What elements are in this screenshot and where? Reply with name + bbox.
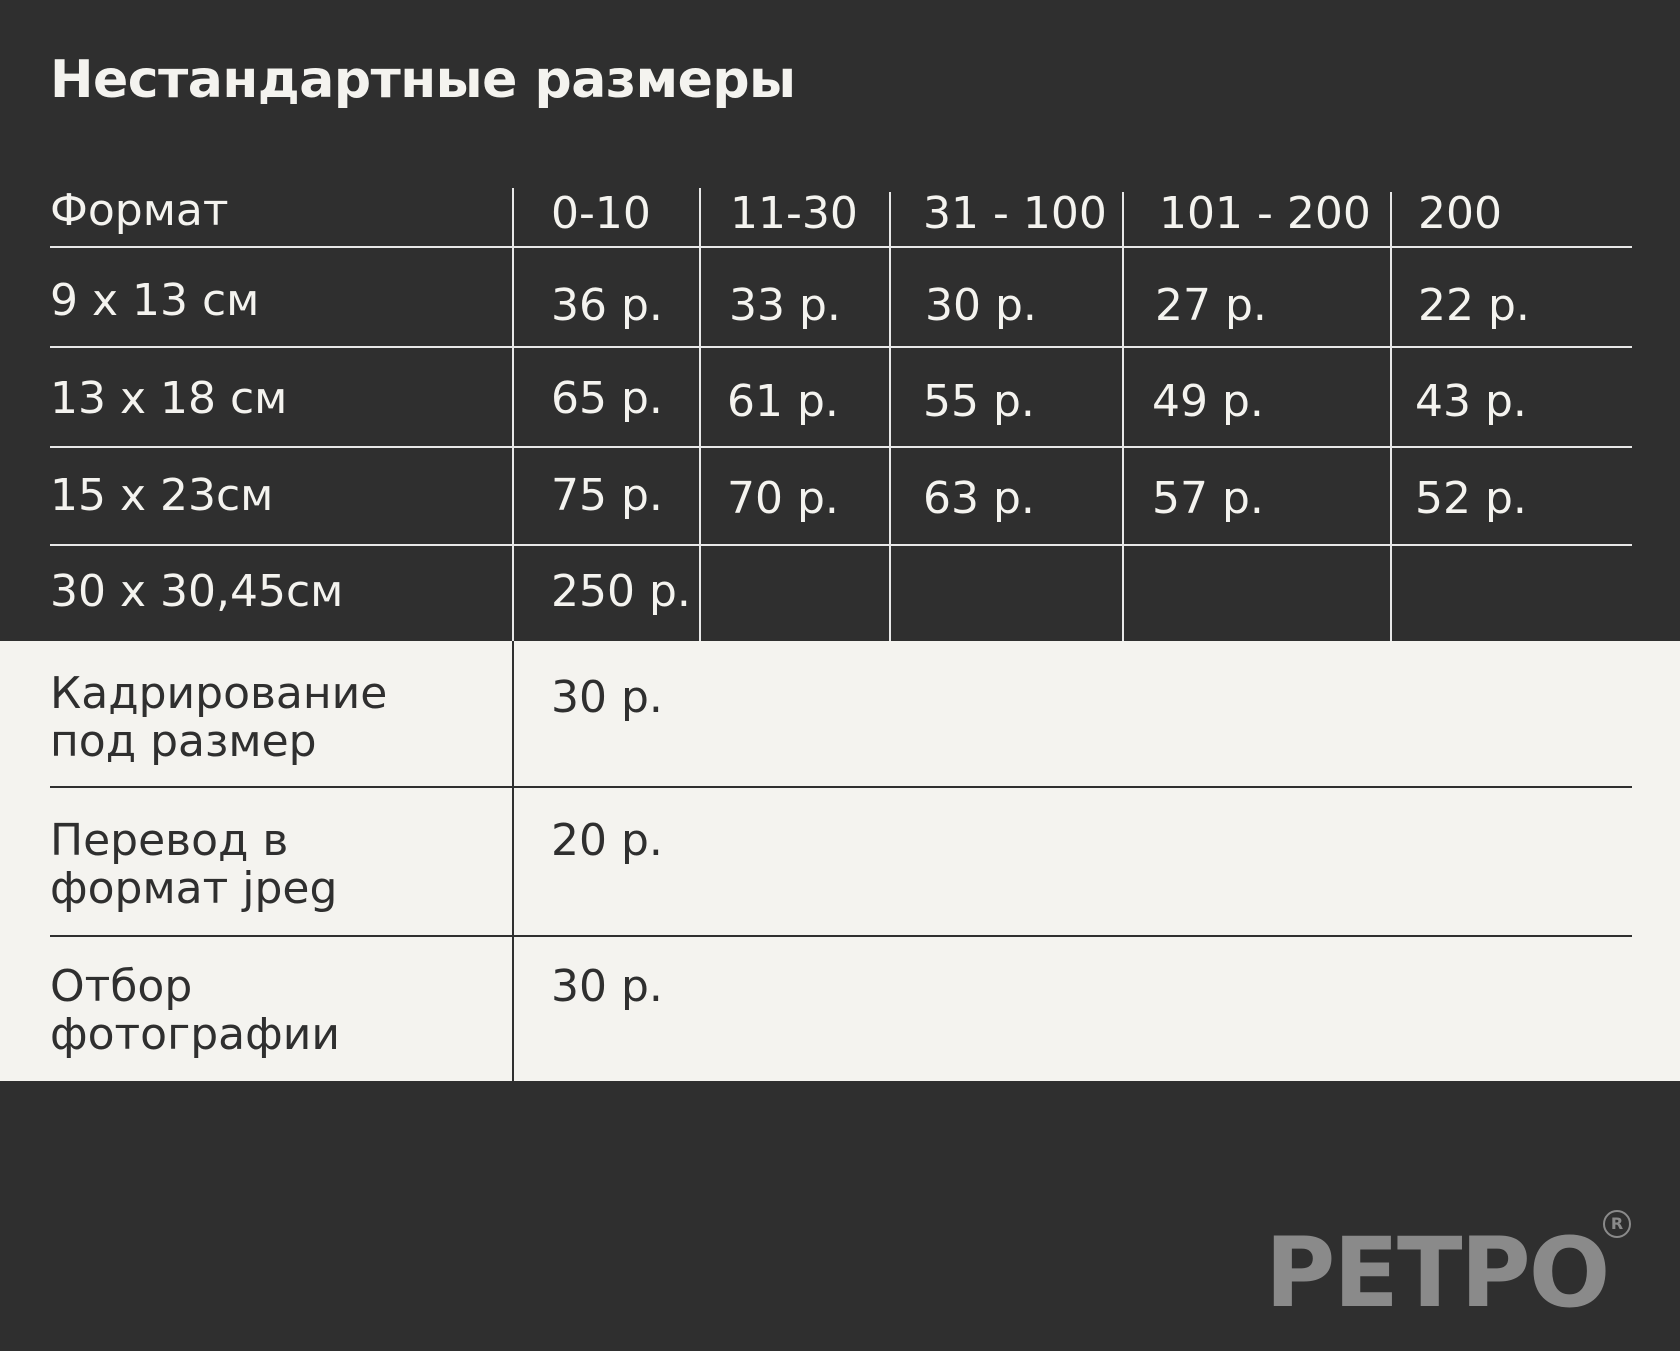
column-divider	[512, 188, 514, 641]
services-column-divider	[512, 641, 514, 1081]
service-price: 30 р.	[551, 672, 663, 723]
service-price: 20 р.	[551, 815, 663, 866]
header-qty-0-10: 0-10	[551, 188, 651, 239]
header-qty-200: 200	[1418, 188, 1502, 239]
row-divider	[50, 346, 1632, 348]
column-divider	[1390, 192, 1392, 641]
service-label: Кадрирование под размер	[50, 668, 388, 767]
page-title: Нестандартные размеры	[50, 50, 796, 110]
price-cell: 57 р.	[1152, 473, 1264, 524]
registered-mark-icon: R	[1603, 1210, 1631, 1238]
service-label: Отбор фотографии	[50, 961, 340, 1060]
column-divider	[1122, 192, 1124, 641]
service-label: Перевод в формат jpeg	[50, 815, 338, 914]
price-cell: 61 р.	[727, 376, 839, 427]
price-cell: 70 р.	[727, 473, 839, 524]
header-qty-11-30: 11-30	[730, 188, 858, 239]
price-cell: 55 р.	[923, 376, 1035, 427]
format-label: 15 x 23см	[50, 470, 274, 521]
format-label: 13 x 18 см	[50, 373, 288, 424]
format-label: 9 x 13 см	[50, 275, 260, 326]
price-cell: 22 р.	[1418, 280, 1530, 331]
header-format: Формат	[50, 185, 229, 236]
row-divider	[50, 446, 1632, 448]
header-divider	[50, 246, 1632, 248]
price-cell: 65 р.	[551, 373, 663, 424]
column-divider	[699, 188, 701, 641]
price-cell: 250 р.	[551, 566, 691, 617]
price-cell: 52 р.	[1415, 473, 1527, 524]
header-qty-31-100: 31 - 100	[923, 188, 1107, 239]
retro-logo: РЕТРО	[1265, 1217, 1609, 1329]
services-divider	[50, 786, 1632, 788]
price-cell: 43 р.	[1415, 376, 1527, 427]
service-price: 30 р.	[551, 961, 663, 1012]
services-divider	[50, 935, 1632, 937]
price-cell: 75 р.	[551, 470, 663, 521]
column-divider	[889, 192, 891, 641]
format-label: 30 x 30,45см	[50, 566, 344, 617]
price-cell: 27 р.	[1155, 280, 1267, 331]
price-cell: 36 р.	[551, 280, 663, 331]
price-cell: 33 р.	[729, 280, 841, 331]
header-qty-101-200: 101 - 200	[1159, 188, 1371, 239]
price-cell: 49 р.	[1152, 376, 1264, 427]
price-cell: 63 р.	[923, 473, 1035, 524]
price-cell: 30 р.	[925, 280, 1037, 331]
row-divider	[50, 544, 1632, 546]
